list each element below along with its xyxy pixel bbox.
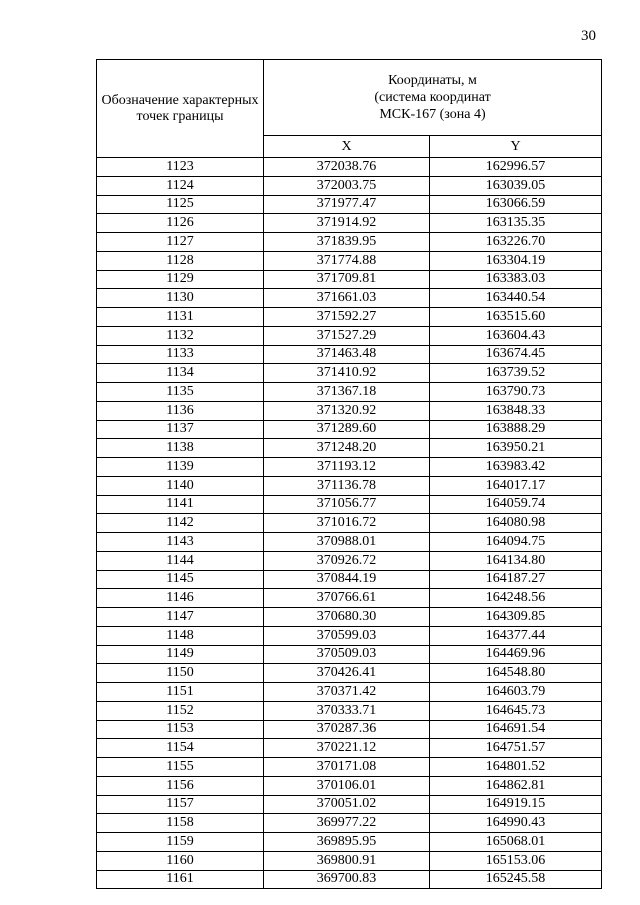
table-row: [97, 683, 602, 702]
table-row: [97, 420, 602, 439]
coordinates-table: [96, 59, 602, 889]
table-row: [97, 364, 602, 383]
table-row: [97, 476, 602, 495]
cell-x: 371289.60: [264, 420, 430, 439]
cell-y: 163515.60: [430, 308, 602, 327]
cell-y: 164094.75: [430, 533, 602, 552]
cell-y: 163950.21: [430, 439, 602, 458]
cell-point-id: 1152: [97, 701, 264, 720]
table-row: [97, 383, 602, 402]
table-row: [97, 533, 602, 552]
cell-x: 371320.92: [264, 401, 430, 420]
cell-x: 372003.75: [264, 176, 430, 195]
cell-y: 164059.74: [430, 495, 602, 514]
table-row: [97, 270, 602, 289]
cell-point-id: 1148: [97, 626, 264, 645]
cell-x: 370599.03: [264, 626, 430, 645]
cell-x: 369977.22: [264, 814, 430, 833]
table-row: [97, 570, 602, 589]
cell-x: 370106.01: [264, 776, 430, 795]
cell-y: 163848.33: [430, 401, 602, 420]
table-row: [97, 345, 602, 364]
table-row: [97, 758, 602, 777]
cell-y: 165153.06: [430, 851, 602, 870]
table-row: [97, 439, 602, 458]
cell-point-id: 1139: [97, 458, 264, 477]
cell-x: 370051.02: [264, 795, 430, 814]
cell-point-id: 1145: [97, 570, 264, 589]
cell-x: 371193.12: [264, 458, 430, 477]
table-row: [97, 308, 602, 327]
cell-x: 371056.77: [264, 495, 430, 514]
cell-x: 370221.12: [264, 739, 430, 758]
cell-x: 370509.03: [264, 645, 430, 664]
cell-y: 164187.27: [430, 570, 602, 589]
cell-x: 371661.03: [264, 289, 430, 308]
cell-point-id: 1137: [97, 420, 264, 439]
table-row: [97, 720, 602, 739]
cell-x: 370766.61: [264, 589, 430, 608]
table-row: [97, 833, 602, 852]
cell-x: 370988.01: [264, 533, 430, 552]
cell-point-id: 1132: [97, 326, 264, 345]
cell-y: 163066.59: [430, 195, 602, 214]
table-row: [97, 645, 602, 664]
table-row: [97, 514, 602, 533]
header-coordinates-line2: (система координат: [374, 90, 491, 106]
cell-y: 163440.54: [430, 289, 602, 308]
cell-x: 370287.36: [264, 720, 430, 739]
header-point-designation: Обозначение характерных точек границы: [97, 60, 264, 158]
header-coordinates: [264, 60, 602, 136]
cell-y: 164134.80: [430, 551, 602, 570]
cell-point-id: 1127: [97, 233, 264, 252]
table-row: [97, 458, 602, 477]
cell-y: 164469.96: [430, 645, 602, 664]
cell-y: 164645.73: [430, 701, 602, 720]
table-row: [97, 176, 602, 195]
cell-x: 370844.19: [264, 570, 430, 589]
cell-y: 164248.56: [430, 589, 602, 608]
cell-x: 369895.95: [264, 833, 430, 852]
table-row: [97, 195, 602, 214]
cell-y: 164751.57: [430, 739, 602, 758]
cell-x: 371016.72: [264, 514, 430, 533]
table-body: [97, 158, 602, 889]
table-row: [97, 701, 602, 720]
cell-y: 163604.43: [430, 326, 602, 345]
cell-point-id: 1161: [97, 870, 264, 889]
cell-point-id: 1133: [97, 345, 264, 364]
cell-point-id: 1140: [97, 476, 264, 495]
table-row: [97, 551, 602, 570]
table-row: [97, 776, 602, 795]
table-row: [97, 158, 602, 177]
cell-point-id: 1159: [97, 833, 264, 852]
cell-x: 371709.81: [264, 270, 430, 289]
cell-point-id: 1138: [97, 439, 264, 458]
cell-point-id: 1150: [97, 664, 264, 683]
cell-x: 371248.20: [264, 439, 430, 458]
table-row: [97, 214, 602, 233]
cell-y: 165245.58: [430, 870, 602, 889]
cell-y: 164691.54: [430, 720, 602, 739]
page-number: 30: [581, 28, 596, 44]
cell-x: 371410.92: [264, 364, 430, 383]
cell-y: 163383.03: [430, 270, 602, 289]
cell-point-id: 1126: [97, 214, 264, 233]
cell-point-id: 1143: [97, 533, 264, 552]
table-row: [97, 401, 602, 420]
table-row: [97, 251, 602, 270]
cell-y: 163739.52: [430, 364, 602, 383]
cell-point-id: 1160: [97, 851, 264, 870]
cell-point-id: 1156: [97, 776, 264, 795]
cell-point-id: 1146: [97, 589, 264, 608]
cell-x: 370680.30: [264, 608, 430, 627]
cell-y: 163135.35: [430, 214, 602, 233]
cell-y: 164309.85: [430, 608, 602, 627]
cell-y: 164862.81: [430, 776, 602, 795]
cell-y: 164801.52: [430, 758, 602, 777]
cell-x: 371136.78: [264, 476, 430, 495]
cell-y: 163674.45: [430, 345, 602, 364]
cell-point-id: 1154: [97, 739, 264, 758]
table-row: [97, 233, 602, 252]
table-row: [97, 795, 602, 814]
header-x: X: [264, 136, 430, 158]
cell-x: 369800.91: [264, 851, 430, 870]
cell-point-id: 1129: [97, 270, 264, 289]
cell-x: 371839.95: [264, 233, 430, 252]
table-row: [97, 739, 602, 758]
cell-point-id: 1157: [97, 795, 264, 814]
cell-point-id: 1128: [97, 251, 264, 270]
cell-y: 164017.17: [430, 476, 602, 495]
table-row: [97, 870, 602, 889]
cell-point-id: 1155: [97, 758, 264, 777]
cell-point-id: 1153: [97, 720, 264, 739]
cell-y: 164919.15: [430, 795, 602, 814]
cell-y: 164990.43: [430, 814, 602, 833]
cell-point-id: 1149: [97, 645, 264, 664]
table-row: [97, 814, 602, 833]
header-coordinates-line1: Координаты, м: [388, 73, 477, 89]
cell-y: 164548.80: [430, 664, 602, 683]
cell-x: 371367.18: [264, 383, 430, 402]
cell-point-id: 1147: [97, 608, 264, 627]
cell-x: 372038.76: [264, 158, 430, 177]
cell-y: 163226.70: [430, 233, 602, 252]
cell-point-id: 1158: [97, 814, 264, 833]
table-row: [97, 851, 602, 870]
cell-x: 369700.83: [264, 870, 430, 889]
cell-point-id: 1131: [97, 308, 264, 327]
cell-y: 163039.05: [430, 176, 602, 195]
cell-y: 164603.79: [430, 683, 602, 702]
cell-point-id: 1125: [97, 195, 264, 214]
cell-x: 370371.42: [264, 683, 430, 702]
table-row: [97, 289, 602, 308]
table-row: [97, 326, 602, 345]
cell-x: 370926.72: [264, 551, 430, 570]
cell-x: 371914.92: [264, 214, 430, 233]
header-coordinates-line3: МСК-167 (зона 4): [379, 107, 486, 123]
table-row: [97, 664, 602, 683]
cell-x: 371592.27: [264, 308, 430, 327]
table-row: [97, 608, 602, 627]
cell-point-id: 1134: [97, 364, 264, 383]
cell-x: 371527.29: [264, 326, 430, 345]
cell-y: 164080.98: [430, 514, 602, 533]
cell-x: 370171.08: [264, 758, 430, 777]
table-row: [97, 589, 602, 608]
header-y: Y: [430, 136, 602, 158]
cell-point-id: 1151: [97, 683, 264, 702]
cell-y: 163304.19: [430, 251, 602, 270]
cell-point-id: 1135: [97, 383, 264, 402]
cell-y: 162996.57: [430, 158, 602, 177]
cell-y: 163888.29: [430, 420, 602, 439]
cell-point-id: 1124: [97, 176, 264, 195]
cell-x: 370333.71: [264, 701, 430, 720]
table-row: [97, 626, 602, 645]
cell-point-id: 1144: [97, 551, 264, 570]
cell-y: 163983.42: [430, 458, 602, 477]
cell-point-id: 1136: [97, 401, 264, 420]
cell-y: 163790.73: [430, 383, 602, 402]
table-row: [97, 495, 602, 514]
cell-y: 164377.44: [430, 626, 602, 645]
cell-point-id: 1141: [97, 495, 264, 514]
cell-x: 370426.41: [264, 664, 430, 683]
cell-x: 371977.47: [264, 195, 430, 214]
cell-x: 371774.88: [264, 251, 430, 270]
cell-x: 371463.48: [264, 345, 430, 364]
cell-point-id: 1130: [97, 289, 264, 308]
cell-point-id: 1142: [97, 514, 264, 533]
cell-point-id: 1123: [97, 158, 264, 177]
cell-y: 165068.01: [430, 833, 602, 852]
